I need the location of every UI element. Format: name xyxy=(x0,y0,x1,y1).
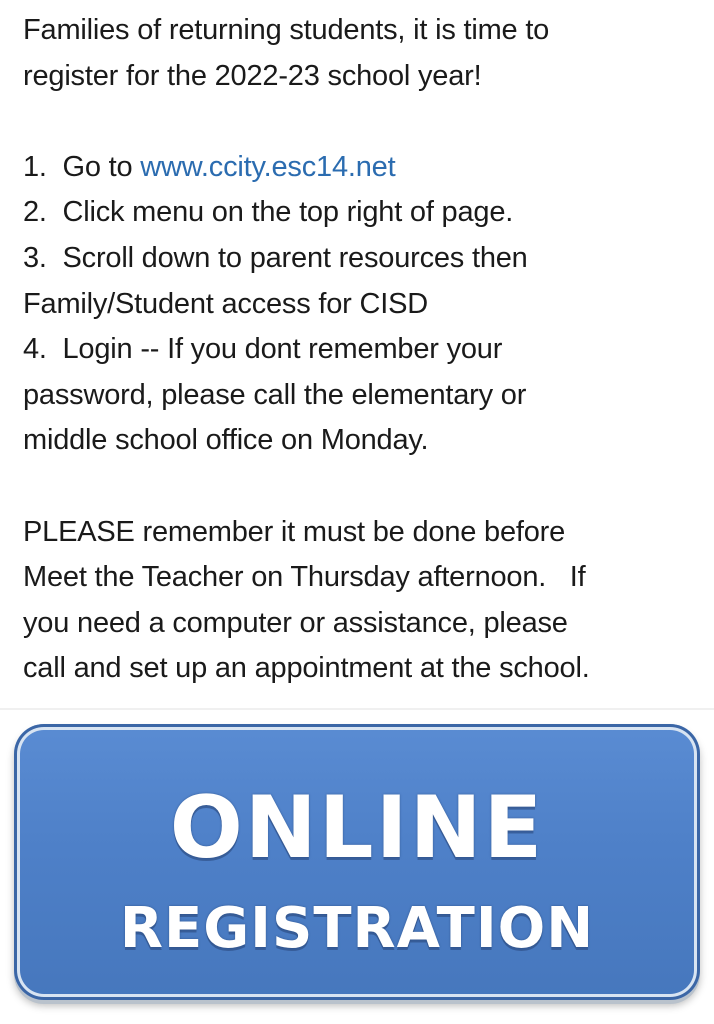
step-1 xyxy=(23,145,703,191)
step-4-line: password, please call the elementary or xyxy=(23,378,527,411)
note-line: you need a computer or assistance, please xyxy=(23,606,568,639)
spacer xyxy=(23,99,703,145)
note-line: call and set up an appointment at the school. xyxy=(23,652,590,685)
banner-image xyxy=(0,710,714,1024)
intro-line: register for the 2022-23 school year! xyxy=(23,59,482,92)
post-body xyxy=(23,8,703,692)
step-3-line: Family/Student access for CISD xyxy=(23,287,428,320)
step-3-line: 3. Scroll down to parent resources then xyxy=(23,241,528,274)
banner-subtitle: REGISTRATION xyxy=(119,896,595,961)
intro-line: Families of returning students, it is time to xyxy=(23,14,550,46)
spacer xyxy=(23,464,703,510)
step-2: 2. Click menu on the top right of page. xyxy=(23,196,514,229)
online-registration-banner xyxy=(14,724,700,1000)
note-line: Meet the Teacher on Thursday afternoon. If xyxy=(23,561,586,594)
website-link[interactable]: www.ccity.esc14.net xyxy=(140,150,396,183)
note-line: PLEASE remember it must be done before xyxy=(23,515,566,548)
step-4-line: 4. Login -- If you dont remember your xyxy=(23,333,503,366)
step-4-line: middle school office on Monday. xyxy=(23,424,429,457)
banner-title: ONLINE xyxy=(169,778,545,878)
step-1-text: 1. Go to xyxy=(23,150,141,183)
